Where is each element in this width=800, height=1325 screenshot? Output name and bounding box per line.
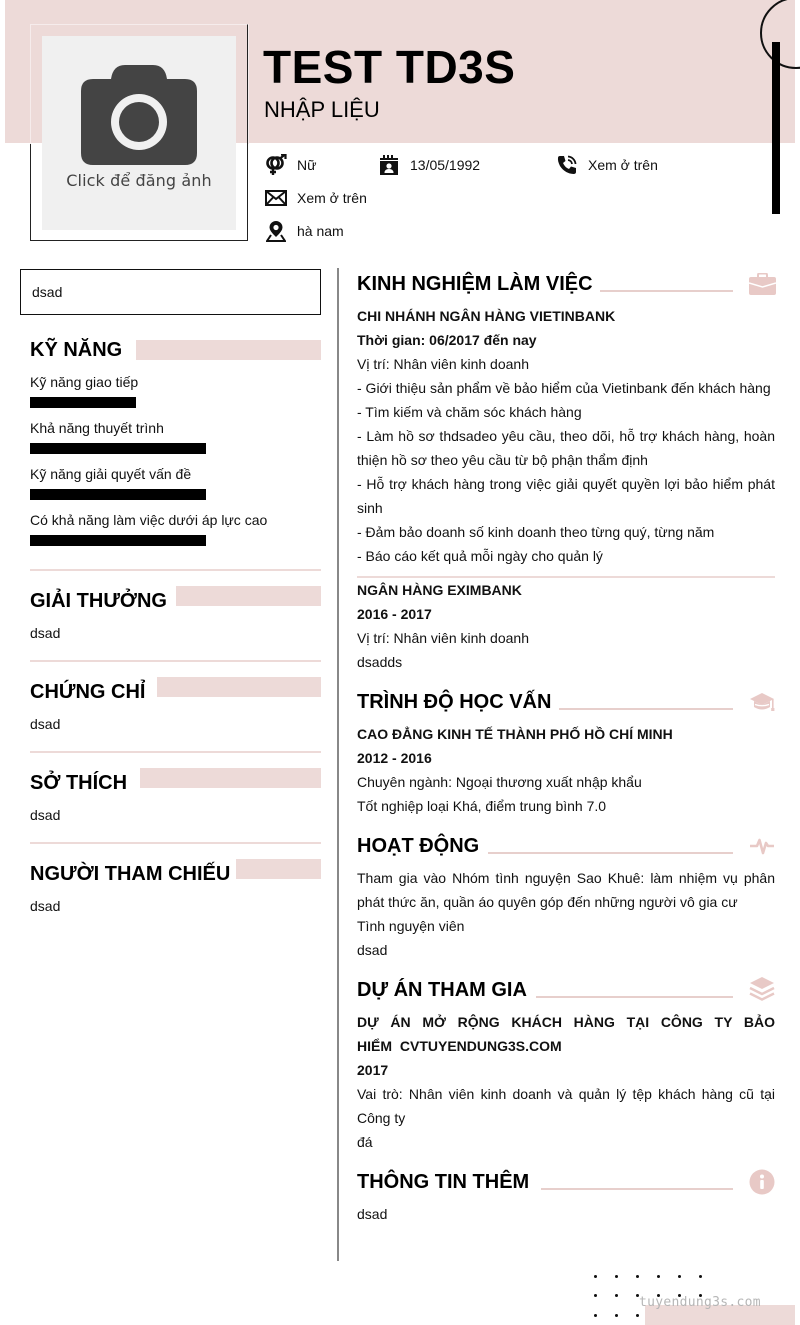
section-accent-bar	[136, 340, 321, 360]
decorative-dot	[636, 1275, 639, 1278]
heartbeat-icon	[748, 833, 776, 859]
calendar-icon	[378, 154, 400, 176]
hobbies-text[interactable]: dsad	[30, 807, 61, 823]
birthday-value: 13/05/1992	[410, 157, 481, 173]
phone-icon	[556, 154, 578, 176]
project-note: đá	[357, 1134, 373, 1150]
section-title-experience: KINH NGHIỆM LÀM VIỆC	[357, 273, 593, 295]
decorative-dot	[699, 1275, 702, 1278]
decorative-dot	[636, 1314, 639, 1317]
section-title-references: NGƯỜI THAM CHIẾU	[30, 863, 231, 885]
section-title-activities: HOẠT ĐỘNG	[357, 835, 480, 857]
section-accent-bar	[157, 677, 321, 697]
skill-level-bar	[30, 535, 206, 546]
education-item[interactable]	[357, 722, 775, 818]
references-text[interactable]: dsad	[30, 898, 61, 914]
skill-label[interactable]: Khả năng thuyết trình	[30, 420, 164, 436]
section-rule	[600, 290, 733, 292]
gender-icon	[265, 154, 287, 176]
job-detail: - Báo cáo kết quả mỗi ngày cho quản lý	[357, 548, 603, 564]
skill-label[interactable]: Có khả năng làm việc dưới áp lực cao	[30, 512, 268, 528]
job-detail: - Làm hồ sơ thdsadeo yêu cầu, theo dõi, hỗ trợ khách hàng, hoàn thiện hồ sơ theo yêu cầu từ bộ phận thẩm định	[357, 428, 775, 468]
skill-level-bar	[30, 489, 206, 500]
camera-icon	[81, 65, 197, 165]
watermark: tuyendung3s.com	[639, 1295, 761, 1310]
layers-icon	[748, 976, 776, 1002]
skill-label[interactable]: Kỹ năng giải quyết vấn đề	[30, 466, 192, 482]
decorative-dot	[615, 1294, 618, 1297]
location-pin-icon	[265, 220, 287, 242]
major: Chuyên ngành: Ngoại thương xuất nhập khẩu	[357, 774, 642, 790]
upload-photo-button[interactable]	[42, 36, 236, 230]
contact-gender[interactable]	[265, 154, 316, 176]
section-divider	[30, 751, 321, 753]
info-icon	[748, 1169, 776, 1195]
decorative-dot	[594, 1275, 597, 1278]
decorative-dot	[678, 1275, 681, 1278]
section-accent-bar	[176, 586, 321, 606]
work-period: 2016 - 2017	[357, 606, 432, 622]
certificates-text[interactable]: dsad	[30, 716, 61, 732]
study-period: 2012 - 2016	[357, 750, 432, 766]
skill-level-bar	[30, 443, 206, 454]
section-rule	[559, 708, 733, 710]
job-title[interactable]: NHẬP LIỆU	[264, 97, 380, 122]
section-rule	[488, 852, 733, 854]
decorative-dot	[594, 1314, 597, 1317]
gender-value: Nữ	[297, 157, 317, 173]
activity-note: dsad	[357, 942, 388, 958]
career-objective-box[interactable]: dsad	[20, 269, 321, 315]
envelope-icon	[265, 187, 287, 209]
column-divider	[337, 268, 339, 1261]
job-detail: - Hỗ trợ khách hàng trong việc giải quyết quyền lợi bảo hiểm phát sinh	[357, 476, 775, 516]
company-name: NGÂN HÀNG EXIMBANK	[357, 582, 522, 598]
graduation-result: Tốt nghiệp loại Khá, điểm trung bình 7.0	[357, 798, 607, 814]
section-title-awards: GIẢI THƯỞNG	[30, 590, 167, 612]
school-name: CAO ĐẲNG KINH TẾ THÀNH PHỐ HỒ CHÍ MINH	[357, 726, 673, 742]
decorative-dot	[594, 1294, 597, 1297]
skill-label[interactable]: Kỹ năng giao tiếp	[30, 374, 139, 390]
section-divider	[30, 660, 321, 662]
section-divider	[30, 569, 321, 571]
position: Vị trí: Nhân viên kinh doanh	[357, 630, 529, 646]
work-period: Thời gian: 06/2017 đến nay	[357, 332, 537, 348]
experience-item[interactable]	[357, 304, 775, 568]
awards-text[interactable]: dsad	[30, 625, 61, 641]
section-divider	[30, 842, 321, 844]
project-name: DỰ ÁN MỞ RỘNG KHÁCH HÀNG TẠI CÔNG TY BẢO HIỂM CVTUYENDUNG3S.COM	[357, 1014, 775, 1054]
contact-address[interactable]	[265, 220, 344, 242]
job-detail: dsadds	[357, 654, 403, 670]
section-accent-bar	[236, 859, 321, 879]
section-rule	[536, 996, 733, 998]
job-detail: - Tìm kiếm và chăm sóc khách hàng	[357, 404, 582, 420]
decorative-dot	[615, 1275, 618, 1278]
skill-level-bar	[30, 397, 136, 408]
project-item[interactable]	[357, 1010, 775, 1154]
section-title-extra: THÔNG TIN THÊM	[357, 1171, 530, 1193]
address-value: hà nam	[297, 223, 344, 239]
section-title-education: TRÌNH ĐỘ HỌC VẤN	[357, 691, 552, 713]
position: Vị trí: Nhân viên kinh doanh	[357, 356, 529, 372]
company-name: CHI NHÁNH NGÂN HÀNG VIETINBANK	[357, 308, 616, 324]
section-accent-bar	[140, 768, 321, 788]
section-rule	[541, 1188, 733, 1190]
section-title-certificates: CHỨNG CHỈ	[30, 681, 146, 703]
job-detail: - Giới thiệu sản phẩm về bảo hiểm của Vietinbank đến khách hàng	[357, 380, 771, 396]
decorative-dot	[657, 1275, 660, 1278]
project-year: 2017	[357, 1062, 389, 1078]
decorative-dot	[615, 1314, 618, 1317]
graduation-cap-icon	[748, 689, 776, 715]
job-detail: - Đảm bảo doanh số kinh doanh theo từng quý, từng năm	[357, 524, 715, 540]
contact-phone[interactable]	[556, 154, 658, 176]
phone-value: Xem ở trên	[588, 157, 658, 173]
contact-email[interactable]	[265, 187, 367, 209]
candidate-name[interactable]: TEST TD3S	[263, 41, 516, 93]
project-role: Vai trò: Nhân viên kinh doanh và quản lý tệp khách hàng cũ tại Công ty	[357, 1086, 775, 1126]
section-title-projects: DỰ ÁN THAM GIA	[357, 979, 527, 1001]
activity-role: Tình nguyện viên	[357, 918, 465, 934]
activity-description: Tham gia vào Nhóm tình nguyện Sao Khuê: làm nhiệm vụ phân phát thức ăn, quần áo quyên góp đến những người vô gia cư	[357, 870, 775, 910]
activity-item[interactable]	[357, 866, 775, 962]
section-title-skills: KỸ NĂNG	[30, 339, 123, 361]
photo-prompt: Click để đăng ảnh	[66, 171, 212, 190]
extra-info-text[interactable]: dsad	[357, 1206, 388, 1222]
briefcase-icon	[748, 271, 776, 297]
decorative-bar	[772, 42, 780, 214]
experience-item[interactable]	[357, 578, 775, 674]
contact-birthday[interactable]	[378, 154, 480, 176]
email-value: Xem ở trên	[297, 190, 367, 206]
section-title-hobbies: SỞ THÍCH	[30, 772, 128, 794]
